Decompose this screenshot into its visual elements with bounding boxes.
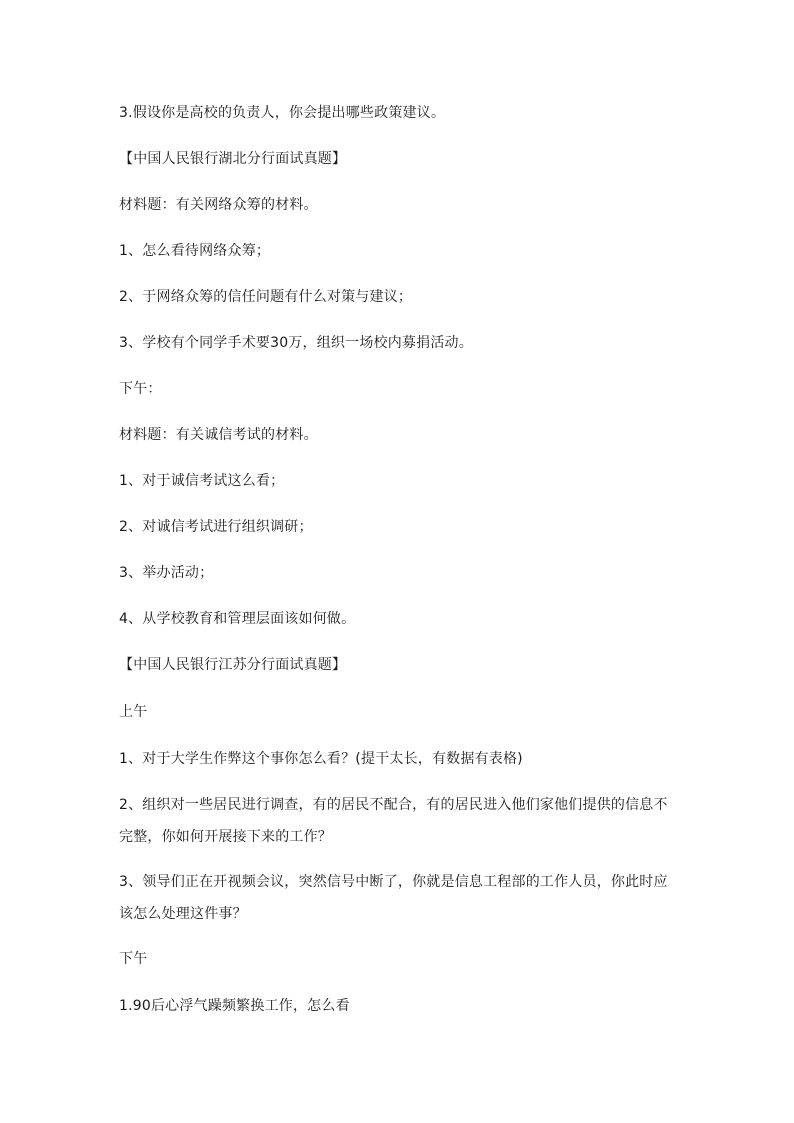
paragraph: 3、学校有个同学手术要30万，组织一场校内募捐活动。 <box>119 335 473 351</box>
section-heading: 【中国人民银行湖北分行面试真题】 <box>119 151 347 167</box>
paragraph: 3、举办活动； <box>119 565 214 581</box>
paragraph: 1.90后心浮气躁频繁换工作，怎么看 <box>119 998 350 1014</box>
paragraph: 1、怎么看待网络众筹； <box>119 243 271 259</box>
paragraph: 材料题：有关诚信考试的材料。 <box>119 427 318 443</box>
paragraph: 1、对于大学生作弊这个事你怎么看？(提干太长，有数据有表格) <box>119 751 523 767</box>
paragraph: 1、对于诚信考试这么看； <box>119 473 285 489</box>
paragraph: 下午： <box>119 381 162 397</box>
paragraph: 2、对诚信考试进行组织调研； <box>119 519 313 535</box>
paragraph: 4、从学校教育和管理层面该如何做。 <box>119 611 356 627</box>
paragraph: 2、于网络众筹的信任问题有什么对策与建议； <box>119 289 413 305</box>
paragraph: 下午 <box>119 951 148 967</box>
paragraph: 材料题：有关网络众筹的材料。 <box>119 197 318 213</box>
paragraph: 上午 <box>119 704 148 720</box>
paragraph: 3.假设你是高校的负责人，你会提出哪些政策建议。 <box>119 105 446 121</box>
section-heading: 【中国人民银行江苏分行面试真题】 <box>119 657 347 673</box>
paragraph: 2、组织对一些居民进行调查，有的居民不配合，有的居民进入他们家他们提供的信息不完整，你如何开展接下来的工作？ <box>119 797 668 845</box>
paragraph: 3、领导们正在开视频会议，突然信号中断了，你就是信息工程部的工作人员，你此时应该怎么处理这件事？ <box>119 874 668 922</box>
